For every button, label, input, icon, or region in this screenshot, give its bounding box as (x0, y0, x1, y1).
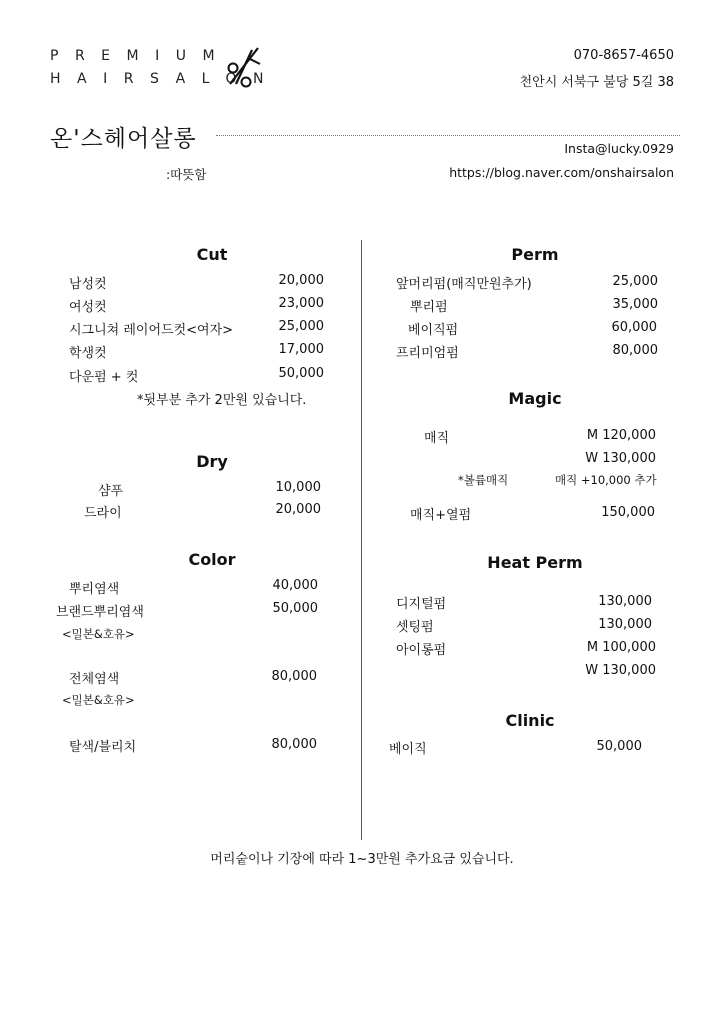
menu-item-price: 25,000 (278, 319, 324, 334)
brand-line-hair-salon: HAIRSALON (50, 71, 280, 87)
menu-item-name: 프리미엄펌 (396, 346, 459, 361)
menu-item-price: 50,000 (272, 601, 318, 616)
menu-item-name: 앞머리펌(매직만원추가) (396, 277, 532, 292)
section-title-color: Color (188, 550, 236, 569)
menu-item-name: 브랜드뿌리염색 (56, 605, 144, 620)
menu-item-price: 80,000 (271, 669, 317, 684)
menu-item-price: 20,000 (278, 273, 324, 288)
menu-item-name: 다운펌 + 컷 (69, 370, 139, 385)
menu-item-name: 매직+열펌 (410, 508, 472, 523)
tagline: :따뜻함 (166, 167, 207, 182)
brand-note: <밀본&호유> (62, 627, 135, 641)
menu-item-name: 탈색/블리치 (69, 740, 137, 755)
menu-item-price: 50,000 (596, 739, 642, 754)
menu-item-name: 뿌리염색 (69, 582, 120, 597)
shop-name: 온'스헤어살롱 (50, 126, 197, 152)
menu-item-price: 23,000 (278, 296, 324, 311)
volume-magic-note: *볼륨매직 (458, 473, 509, 487)
menu-item-name: 남성컷 (69, 277, 107, 292)
menu-item-name: 아이롱펌 (396, 643, 447, 658)
blog-url: https://blog.naver.com/onshairsalon (449, 165, 674, 180)
menu-item-price: 40,000 (272, 578, 318, 593)
section-title-heat-perm: Heat Perm (487, 553, 583, 572)
menu-item-price-women: W 130,000 (585, 663, 656, 678)
menu-item-name: 드라이 (84, 506, 122, 521)
dotted-rule (216, 135, 680, 136)
menu-item-name: 샴푸 (98, 484, 124, 499)
section-title-perm: Perm (511, 245, 559, 264)
menu-item-price: 35,000 (612, 297, 658, 312)
cut-note: *뒷부분 추가 2만원 있습니다. (137, 393, 307, 408)
instagram-handle: Insta@lucky.0929 (564, 141, 674, 156)
menu-item-name: 베이직펌 (408, 323, 459, 338)
address: 천안시 서북구 불당 5길 38 (519, 75, 674, 90)
footer-note: 머리숱이나 기장에 따라 1~3만원 추가요금 있습니다. (210, 852, 514, 867)
menu-item-name: 매직 (424, 431, 450, 446)
menu-item-name: 뿌리펌 (410, 300, 448, 315)
menu-item-price: 25,000 (612, 274, 658, 289)
column-divider (361, 240, 362, 840)
menu-item-price: 80,000 (612, 343, 658, 358)
menu-item-price: 130,000 (598, 617, 652, 632)
scissors-logo-icon (224, 44, 264, 90)
menu-item-price-men: M 120,000 (586, 428, 656, 443)
menu-item-name: 시그니쳐 레이어드컷<여자> (69, 323, 234, 338)
menu-item-price: 50,000 (278, 366, 324, 381)
section-title-cut: Cut (196, 245, 228, 264)
menu-item-price: 150,000 (601, 505, 655, 520)
brand-note: <밀본&호유> (62, 693, 135, 707)
menu-item-price: 130,000 (598, 594, 652, 609)
menu-item-price-women: W 130,000 (585, 451, 656, 466)
menu-item-name: 여성컷 (69, 300, 107, 315)
menu-item-name: 셋팅펌 (396, 620, 434, 635)
brand-line-premium: PREMIUM (50, 48, 232, 64)
phone-number: 070-8657-4650 (573, 48, 674, 63)
menu-item-price: 20,000 (275, 502, 321, 517)
menu-item-price: 60,000 (611, 320, 657, 335)
menu-item-price: 80,000 (271, 737, 317, 752)
section-title-dry: Dry (196, 452, 228, 471)
section-title-clinic: Clinic (505, 711, 555, 730)
section-title-magic: Magic (508, 389, 562, 408)
volume-magic-extra: 매직 +10,000 추가 (555, 473, 657, 487)
menu-item-name: 학생컷 (69, 346, 107, 361)
menu-item-price: 17,000 (278, 342, 324, 357)
menu-item-price-men: M 100,000 (586, 640, 656, 655)
menu-item-name: 베이직 (389, 742, 427, 757)
menu-item-price: 10,000 (275, 480, 321, 495)
menu-item-name: 디지털펌 (396, 597, 447, 612)
menu-item-name: 전체염색 (69, 672, 120, 687)
